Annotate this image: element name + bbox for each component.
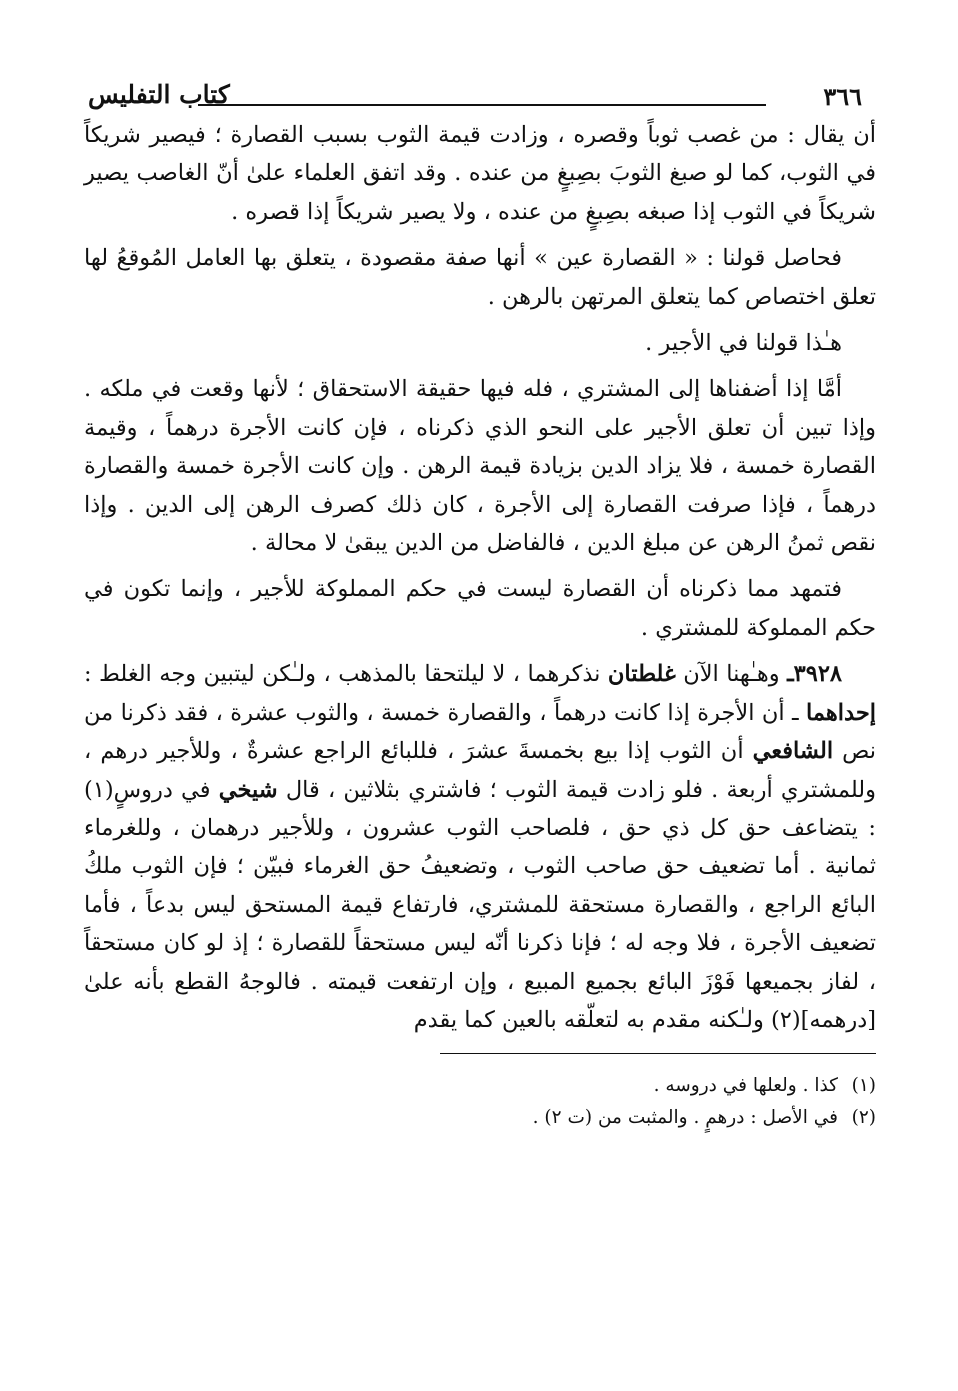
paragraph: أن يقال : من غصب ثوباً وقصره ، وزادت قيمة الثوب بسبب القصارة ؛ فيصير شريكاً في الثوب، كما لو صبغ الثوبَ بصِبغٍ من عنده . وقد اتفق العلماء علىٰ أنّ الغاصب يصير شريكاً في الثوب إذا صبغه بصِبغٍ من عنده ، ولا يصير شريكاً إذا قصره . — [84, 122, 876, 225]
text-segment: أن الثوب إذا بيع بخمسةَ عشرَ ، فللبائع الراجع عشرةٌ ، وللأجير درهم ، وللمشتري أربعة . فلو زادت قيمة الثوب ؛ فاشتري بثلاثين ، قال — [84, 738, 876, 803]
text-segment: وهـٰهنا الآن — [675, 661, 788, 688]
bold-term: غلطتان — [607, 661, 676, 688]
book-page — [84, 78, 876, 1134]
main-text — [84, 116, 876, 1039]
paragraph: فحاصل قولنا : « القصارة عين » أنها صفة مقصودة ، يتعلق بها العامل المُوقعُ لها تعلق اختصاص كما يتعلق المرتهن بالرهن . — [84, 245, 876, 310]
paragraph: هـٰذا قولنا في الأجير . — [645, 330, 842, 357]
footnote-number: (١) — [851, 1075, 876, 1097]
bold-term: الشافعي — [752, 738, 834, 765]
running-header — [84, 78, 876, 116]
paragraph: أمَّا إذا أضفناها إلى المشتري ، فله فيها حقيقة الاستحقاق ؛ لأنها وقعت في ملكه . وإذا تبين أن تعلق الأجير على النحو الذي ذكرناه ، فإن كانت الأجرة درهماً ، وقيمة القصارة خمسة ، فلا يزاد الدين بزيادة قيمة الرهن . وإن كانت الأجرة خمسة والقصارة درهماً ، فإذا صرفت القصارة إلى الأجرة ، كان ذلك كصرف الرهن إلى الدين . وإذا نقص ثمنُ الرهن عن مبلغ الدين ، فالفاضل من الدين يبقىٰ لا محالة . — [84, 376, 876, 557]
footnote-text: في الأصل : درهمٍ . والمثبت من (ت ٢) . — [532, 1107, 838, 1129]
section-3928-paragraph — [84, 655, 876, 1039]
footnote-number: (٢) — [851, 1107, 876, 1129]
text-segment: في دروسٍ(١) : يتضاعف حق كل ذي حق ، فلصاحب الثوب عشرون ، وللأجير درهمان ، وللغرماء ثمانية . أما تضعيف حق صاحب الثوب ، وتضعيفُ حق الغرماء فبيّن ؛ فإن الثوب ملكُ البائع الراجع ، والقصارة مستحقة للمشتري، فارتفاع قيمة المستحق ليس بدعاً ، فأما تضعيف الأجرة ، فلا وجه له ؛ فإنا ذكرنا أنّه ليس مستحقاً للقصارة ؛ إذ لو كان مستحقاً ، لفاز بجميعها فَوْزَ البائع بجميع المبيع ، وإن ارتفعت قيمته . فالوجهُ القطع بأنه علىٰ [درهمه](٢) ولـٰكنه مقدم به لتعلّقه بالعين كما يقدم — [84, 776, 876, 1033]
footnote — [84, 1102, 876, 1134]
section-number: ٣٩٢٨ـ — [787, 661, 843, 688]
footnote-text: كذا . ولعلها في دروسه . — [653, 1075, 838, 1097]
text-segment: نذكرهما ، لا ليلتحقا بالمذهب ، ولـٰكن ليتبين وجه الغلط : — [84, 661, 608, 688]
bold-term: شيخي — [218, 776, 278, 803]
footnote — [84, 1070, 876, 1102]
footnote-rule — [440, 1053, 876, 1054]
page-number: ٣٦٦ — [823, 82, 862, 111]
book-title: كتاب التفليس — [88, 80, 230, 109]
paragraph: فتمهد مما ذكرناه أن القصارة ليست في حكم المملوكة للأجير ، وإنما تكون في حكم المملوكة للمشتري . — [84, 576, 876, 641]
text-segment: ـ أن الأجرة إذا كانت درهماً ، والقصارة خمسة ، والثوب عشرة ، فقد ذكرنا من نص — [84, 699, 876, 765]
header-rule — [198, 104, 766, 106]
footnotes — [84, 1070, 876, 1134]
bold-term: إحداهما — [806, 699, 876, 726]
